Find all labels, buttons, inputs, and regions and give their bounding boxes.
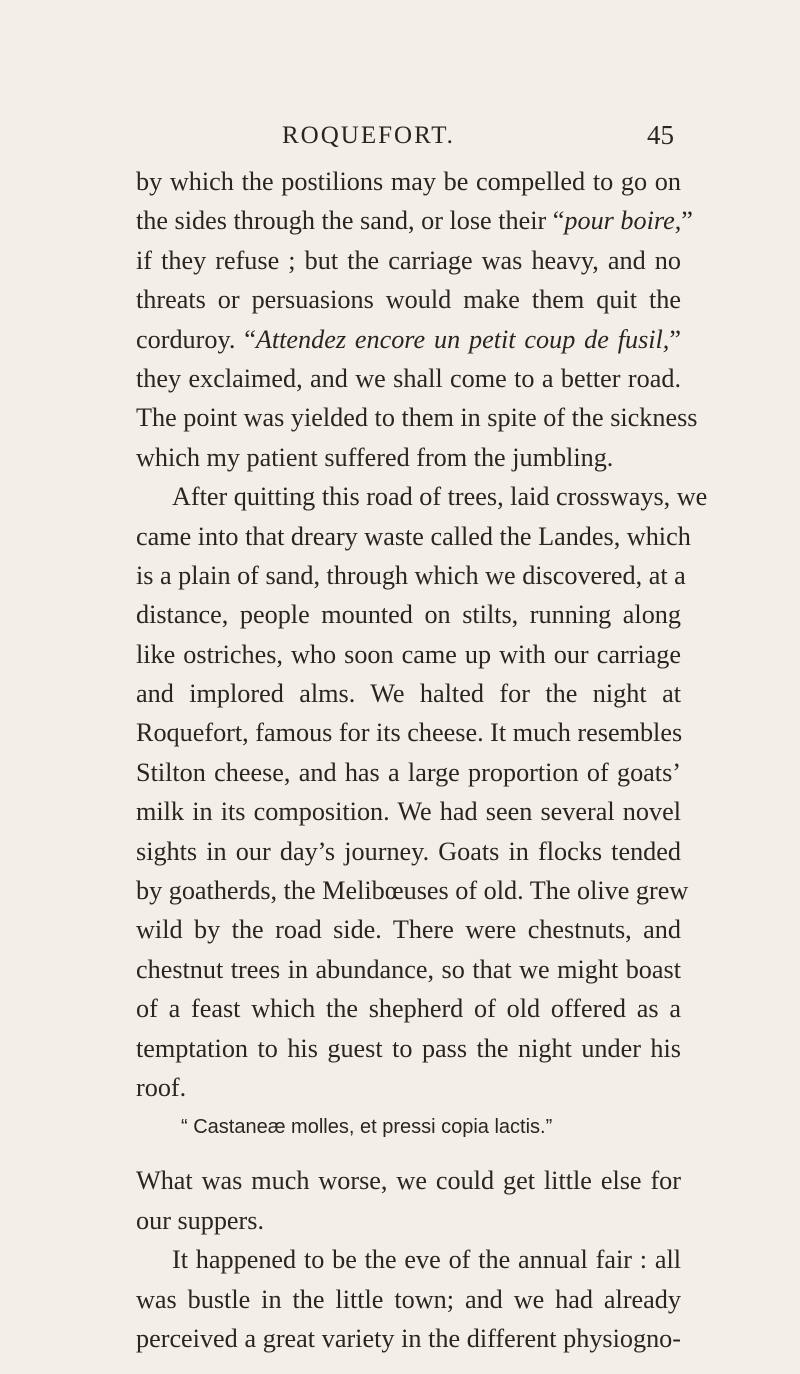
spacer xyxy=(136,1147,681,1161)
text-line: sights in our day’s journey. Goats in flocks tended xyxy=(136,836,681,866)
text-line: The point was yielded to them in spite of the sickness xyxy=(136,403,698,433)
text-line: if they refuse ; but the carriage was heavy, and no xyxy=(136,245,681,275)
text-line: After quitting this road of trees, laid crossways, we xyxy=(172,482,708,512)
text-line: roof. xyxy=(136,1072,187,1102)
text-line: like ostriches, who soon came up with our carriage xyxy=(136,639,681,669)
page-header xyxy=(136,116,674,156)
text-line: chestnut trees in abundance, so that we might boast xyxy=(136,954,681,984)
text-line: our suppers. xyxy=(136,1205,265,1235)
page-number: 45 xyxy=(647,120,674,150)
text-line: wild by the road side. There were chestnuts, and xyxy=(136,915,681,945)
text-line: What was much worse, we could get little else for xyxy=(136,1166,681,1196)
text-line: corduroy. “Attendez encore un petit coup de fusil,” xyxy=(136,324,681,354)
text-line: Stilton cheese, and has a large proportion of goats’ xyxy=(136,757,681,787)
text-line: perceived a great variety in the different physiogno- xyxy=(136,1323,681,1353)
text-line: by which the postilions may be compelled to go on xyxy=(136,167,681,196)
text-line: by goatherds, the Melibœuses of old. The olive grew xyxy=(136,876,689,906)
text-line: threats or persuasions would make them quit the xyxy=(136,285,681,315)
text-line: temptation to his guest to pass the night under his xyxy=(136,1033,681,1063)
text-line: the sides through the sand, or lose their “pour boire,” xyxy=(136,206,693,236)
running-head: ROQUEFORT. xyxy=(282,122,455,149)
latin-quote: “ Castaneæ molles, et pressi copia lactis.” xyxy=(181,1116,553,1139)
body-text xyxy=(136,162,708,1358)
text-line: milk in its composition. We had seen several novel xyxy=(136,797,681,827)
text-line: they exclaimed, and we shall come to a better road. xyxy=(136,363,681,393)
text-line: which my patient suffered from the jumbling. xyxy=(136,442,614,472)
text-line: It happened to be the eve of the annual fair : all xyxy=(172,1245,681,1275)
text-line: came into that dreary waste called the Landes, which xyxy=(136,521,691,551)
text-line: and implored alms. We halted for the night at xyxy=(136,679,681,709)
text-line: of a feast which the shepherd of old offered as a xyxy=(136,994,681,1024)
text-line: Roquefort, famous for its cheese. It much resembles xyxy=(136,718,683,748)
text-line: distance, people mounted on stilts, running along xyxy=(136,600,681,630)
text-line: is a plain of sand, through which we discovered, at a xyxy=(136,560,686,590)
text-line: was bustle in the little town; and we had already xyxy=(136,1284,681,1314)
